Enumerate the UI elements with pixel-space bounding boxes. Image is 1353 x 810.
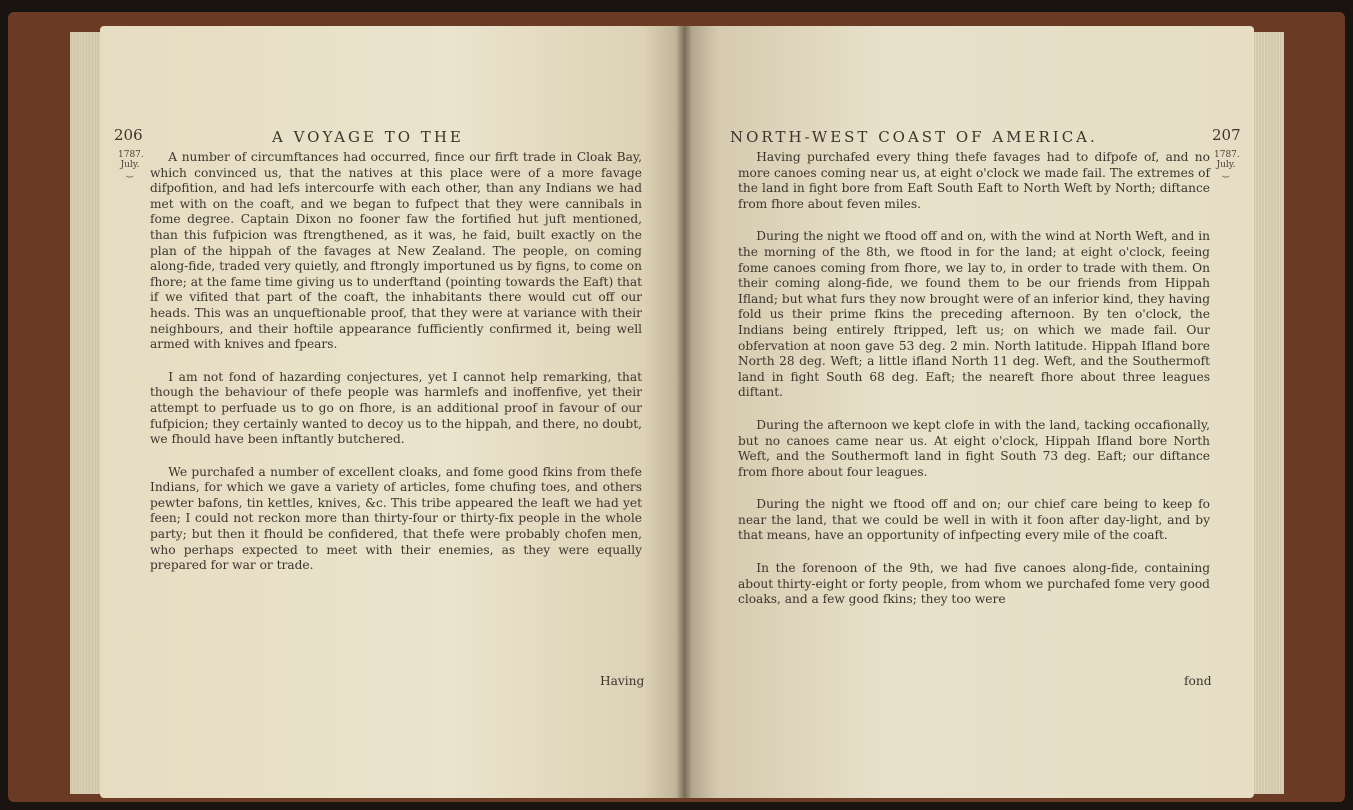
book-gutter	[676, 26, 692, 798]
right-folio: 207	[1212, 126, 1241, 144]
brace-glyph: ⏝	[126, 168, 134, 177]
right-paragraph-1: Having purchafed every thing thefe favages had to difpofe of, and no more canoes coming near us, at eight o'clock we made fail. The extremes of the land in fight bore from Eaft South Eaft to North Weft by North; diftance from fhore about feven miles.	[738, 150, 1210, 211]
left-page	[100, 26, 684, 798]
right-paragraph-5: In the forenoon of the 9th, we had five canoes along-fide, containing about thirty-eight or forty people, from whom we purchafed fome very good cloaks, and a few good fkins; they too were	[738, 561, 1210, 607]
page-edges-left	[70, 32, 102, 794]
right-paragraph-4: During the night we ftood off and on; our chief care being to keep fo near the land, that we could be well in with it foon after day-light, and by that means, have an opportunity of infpecting every mile of the coaft.	[738, 497, 1210, 543]
right-running-head: NORTH-WEST COAST OF AMERICA.	[730, 128, 1098, 146]
left-folio: 206	[114, 126, 143, 144]
brace-glyph: ⏝	[1222, 168, 1230, 177]
right-body-text	[738, 150, 1210, 625]
right-paragraph-2: During the night we ftood off and on, with the wind at North Weft, and in the morning of the 8th, we ftood in for the land; at eight o'clock, feeing fome canoes coming from fhore, we lay to, in order to trade with them. On their coming along-fide, we found them to be our friends from Hippah Ifland; but what furs they now brought were of an inferior kind, they having fold us their prime fkins the preceding afternoon. By ten o'clock, the Indians being entirely ftripped, left us; on which we made fail. Our obfervation at noon gave 53 deg. 2 min. North latitude. Hippah Ifland bore North 28 deg. Weft; a little ifland North 11 deg. Weft, and the Southermoft land in fight South 68 deg. Eaft; the neareft fhore about three leagues diftant.	[738, 229, 1210, 400]
left-catchword: Having	[600, 674, 645, 688]
left-running-head: A VOYAGE TO THE	[272, 128, 464, 146]
right-catchword: fond	[1184, 674, 1212, 688]
right-margin-date: 1787. July.	[1214, 150, 1240, 170]
left-paragraph-2: I am not fond of hazarding conjectures, yet I cannot help remarking, that though the behaviour of thefe people was harmlefs and inoffenfive, yet their attempt to perfuade us to go on fhore, is an additional proof in favour of our fufpicion; they certainly wanted to decoy us to the hippah, and there, no doubt, we fhould have been inftantly butchered.	[150, 369, 642, 447]
left-margin-note	[118, 150, 142, 176]
book	[8, 12, 1345, 802]
left-margin-date: 1787. July.	[118, 150, 144, 170]
left-body-text	[150, 150, 642, 591]
left-paragraph-1: A number of circumftances had occurred, fince our firft trade in Cloak Bay, which convinced us, that the natives at this place were of a more favage difpofition, and had lefs intercourfe with each other, than any Indians we had met with on the coaft, and we began to fufpect that they were cannibals in fome degree. Captain Dixon no fooner faw the fortified hut juft mentioned, than this fufpicion was ftrengthened, as it was, he faid, built exactly on the plan of the hippah of the favages at New Zealand. The people, on coming along-fide, traded very quietly, and ftrongly importuned us by figns, to come on fhore; at the fame time giving us to underftand (pointing towards the Eaft) that if we vifited that part of the coaft, the inhabitants there would cut off our heads. This was an unqueftionable proof, that they were at variance with their neighbours, and their hoftile appearance fufficiently confirmed it, being well armed with knives and fpears.	[150, 150, 642, 352]
right-margin-note	[1214, 150, 1238, 176]
left-paragraph-3: We purchafed a number of excellent cloaks, and fome good fkins from thefe Indians, for which we gave a variety of articles, fome chufing toes, and others pewter bafons, tin kettles, knives, &c. This tribe appeared the leaft we had yet feen; I could not reckon more than thirty-four or thirty-fix people in the whole party; but then it fhould be confidered, that thefe were probably chofen men, who perhaps expected to meet with their enemies, as they were equally prepared for war or trade.	[150, 464, 642, 573]
right-page	[684, 26, 1254, 798]
right-paragraph-3: During the afternoon we kept clofe in with the land, tacking occafionally, but no canoes came near us. At eight o'clock, Hippah Ifland bore North Weft, and the Southermoft land in fight South 73 deg. Eaft; our diftance from fhore about four leagues.	[738, 417, 1210, 479]
page-edges-right	[1252, 32, 1284, 794]
